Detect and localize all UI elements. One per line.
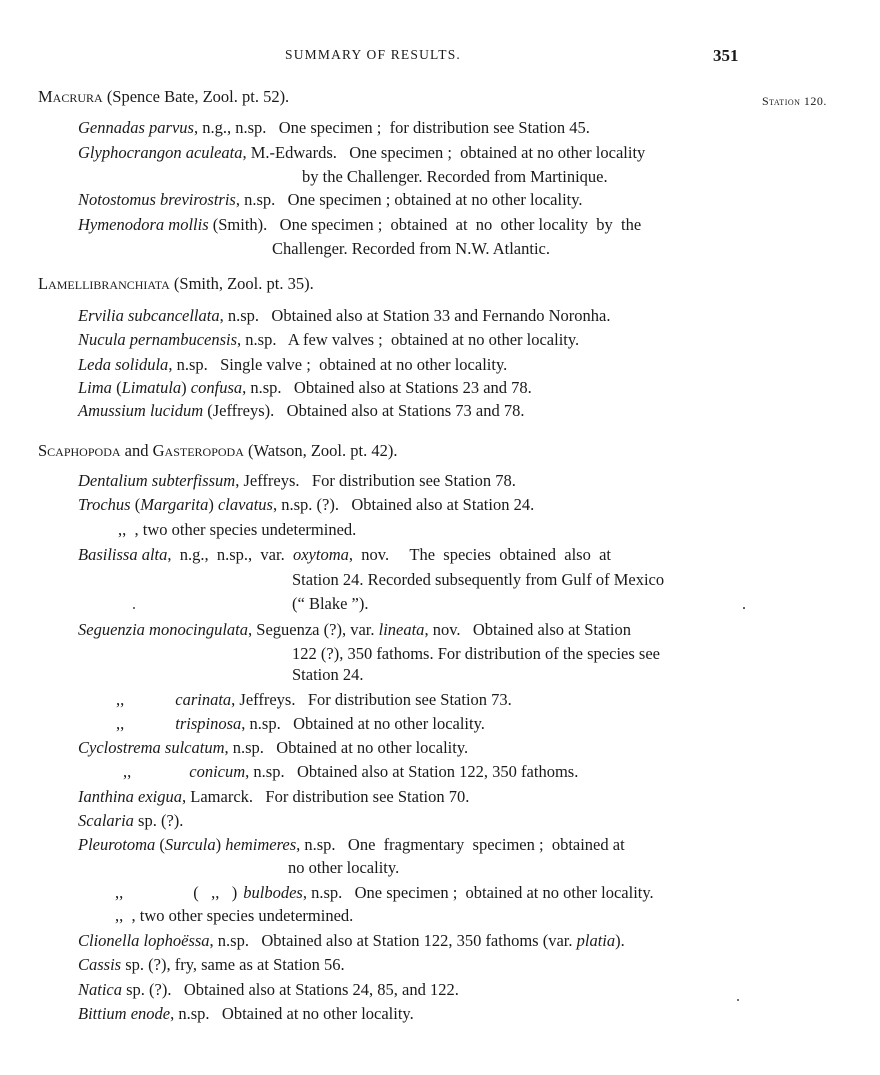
entry-continuation bbox=[302, 169, 608, 186]
entry-description: , Jeffreys. For distribution see Station 78. bbox=[235, 471, 516, 490]
entry-description: , n.sp. Obtained also at Station 122, 350 fathoms (var. bbox=[209, 931, 577, 950]
subgenus-open: ( bbox=[155, 835, 165, 854]
species-entry bbox=[78, 332, 579, 349]
entry-description: , n.sp. Single valve ; obtained at no other locality. bbox=[168, 355, 508, 374]
entry-text: no other locality. bbox=[288, 858, 400, 877]
ditto-mark: ,, bbox=[123, 762, 132, 781]
entry-description: , n.sp. Obtained at no other locality. bbox=[170, 1004, 414, 1023]
entry-description: sp. (?), fry, same as at Station 56. bbox=[121, 955, 345, 974]
taxon-name: Natica bbox=[78, 980, 122, 999]
taxon-name: Bittium enode bbox=[78, 1004, 171, 1023]
print-speck bbox=[133, 607, 135, 609]
running-title: SUMMARY OF RESULTS. bbox=[285, 47, 461, 62]
ditto-mark: ,, bbox=[116, 714, 125, 733]
species-entry bbox=[118, 522, 356, 539]
entry-description: , n.sp. One specimen ; obtained at no other locality. bbox=[302, 883, 654, 902]
entry-description-end: , nov. The species obtained also at bbox=[348, 545, 611, 564]
entry-description: , Jeffreys. For distribution see Station 73. bbox=[231, 690, 512, 709]
entry-description: , Lamarck. For distribution see Station 70. bbox=[182, 787, 470, 806]
entry-description-end: ). bbox=[615, 931, 625, 950]
taxon-name: Amussium lucidum bbox=[78, 401, 204, 420]
page-number: 351 bbox=[713, 46, 739, 65]
species-entry bbox=[78, 982, 459, 999]
taxon-name: Scalaria bbox=[78, 811, 134, 830]
entry-continuation bbox=[292, 572, 664, 589]
taxon-name: Leda solidula bbox=[78, 355, 169, 374]
entry-description: , n.sp. One fragmentary specimen ; obtained at bbox=[296, 835, 625, 854]
species-name: clavatus bbox=[217, 495, 273, 514]
entry-description: , n.g., n.sp. One specimen ; for distribution see Station 45. bbox=[193, 118, 590, 137]
entry-description: , two other species undetermined. bbox=[123, 906, 354, 925]
species-entry bbox=[78, 473, 516, 490]
entry-continuation bbox=[292, 596, 369, 613]
taxon-name: conicum bbox=[189, 762, 246, 781]
ditto-mark: ,, bbox=[116, 690, 125, 709]
species-entry bbox=[78, 957, 345, 974]
taxon-name: Lima bbox=[78, 378, 112, 397]
variety-name: platia bbox=[576, 931, 616, 950]
subgenus-close: ) bbox=[215, 835, 226, 854]
species-entry bbox=[78, 308, 611, 325]
entry-description: , two other species undetermined. bbox=[126, 520, 357, 539]
taxon-name: Cassis bbox=[78, 955, 122, 974]
taxon-name: Cyclostrema sulcatum bbox=[78, 738, 225, 757]
species-name: hemimeres bbox=[225, 835, 297, 854]
ditto-parenthesis: ( ,, ) bbox=[193, 883, 238, 902]
entry-description-end: , nov. Obtained also at Station bbox=[424, 620, 631, 639]
species-entry bbox=[78, 933, 625, 950]
species-entry bbox=[78, 403, 525, 420]
subgenus-open: ( bbox=[111, 378, 122, 397]
taxon-name: Ianthina exigua bbox=[78, 787, 183, 806]
entry-description: (Jeffreys). Obtained also at Stations 73 and 78. bbox=[203, 401, 525, 420]
entry-description: , n.sp. (?). Obtained also at Station 24. bbox=[272, 495, 535, 514]
species-entry bbox=[78, 380, 532, 397]
species-entry bbox=[78, 217, 641, 234]
group-name: Lamellibranchiata bbox=[38, 274, 170, 293]
subgenus-name: Margarita bbox=[140, 495, 209, 514]
subgenus-name: Limatula bbox=[121, 378, 182, 397]
species-entry bbox=[116, 716, 485, 733]
heading-authority: (Spence Bate, Zool. pt. 52). bbox=[102, 87, 290, 106]
entry-description: , n.sp. Obtained also at Station 122, 350 fathoms. bbox=[245, 762, 579, 781]
ditto-mark: ,, bbox=[115, 883, 124, 902]
group-name: Scaphopoda bbox=[38, 441, 121, 460]
entry-description: (Smith). One specimen ; obtained at no other locality by the bbox=[208, 215, 642, 234]
species-entry bbox=[78, 497, 534, 514]
section-heading bbox=[38, 276, 314, 293]
taxon-name: Notostomus brevirostris bbox=[78, 190, 236, 209]
species-entry bbox=[78, 740, 468, 757]
species-entry bbox=[78, 547, 611, 564]
entry-description: , n.sp. One specimen ; obtained at no other locality. bbox=[235, 190, 583, 209]
taxon-name: Dentalium subterfissum bbox=[78, 471, 236, 490]
entry-description: , n.sp. A few valves ; obtained at no other locality. bbox=[237, 330, 580, 349]
entry-description: , Seguenza (?), var. bbox=[248, 620, 379, 639]
variety-name: lineata bbox=[378, 620, 425, 639]
taxon-name: Seguenzia monocingulata bbox=[78, 620, 249, 639]
variety-name: oxytoma bbox=[292, 545, 349, 564]
station-margin-note: Station 120. bbox=[762, 94, 827, 108]
entry-text: (“ Blake ”). bbox=[292, 594, 369, 613]
entry-description: sp. (?). Obtained also at Stations 24, 85, and 122. bbox=[122, 980, 459, 999]
print-speck bbox=[743, 607, 745, 609]
species-entry bbox=[116, 692, 512, 709]
entry-description: , M.-Edwards. One specimen ; obtained at no other locality bbox=[242, 143, 646, 162]
species-entry bbox=[78, 192, 583, 209]
subgenus-close: ) bbox=[181, 378, 191, 397]
entry-continuation bbox=[292, 667, 364, 684]
entry-description: sp. (?). bbox=[133, 811, 184, 830]
subgenus-name: Surcula bbox=[164, 835, 216, 854]
section-heading bbox=[38, 443, 397, 460]
taxon-name: Gennadas parvus bbox=[78, 118, 194, 137]
entry-text: Station 24. bbox=[292, 665, 364, 684]
ditto-mark: ,, bbox=[118, 520, 127, 539]
species-entry bbox=[115, 908, 353, 925]
species-entry bbox=[78, 145, 645, 162]
taxon-name: Trochus bbox=[78, 495, 131, 514]
heading-authority: (Smith, Zool. pt. 35). bbox=[169, 274, 314, 293]
entry-continuation bbox=[272, 241, 550, 258]
taxon-name: Pleurotoma bbox=[78, 835, 156, 854]
taxon-name: Hymenodora mollis bbox=[78, 215, 209, 234]
section-heading bbox=[38, 89, 289, 106]
species-entry bbox=[78, 1006, 414, 1023]
species-entry bbox=[78, 813, 183, 830]
taxon-name: Basilissa alta bbox=[78, 545, 168, 564]
print-speck bbox=[737, 999, 739, 1001]
species-entry bbox=[115, 885, 654, 902]
taxon-name: Ervilia subcancellata bbox=[78, 306, 220, 325]
species-entry bbox=[78, 622, 631, 639]
taxon-name: Nucula pernambucensis bbox=[78, 330, 238, 349]
entry-description: , n.sp. Obtained also at Station 33 and Fernando Noronha. bbox=[219, 306, 611, 325]
entry-description: , n.g., n.sp., var. bbox=[167, 545, 293, 564]
heading-joiner: and bbox=[120, 441, 153, 460]
taxon-name: Glyphocrangon aculeata bbox=[78, 143, 243, 162]
taxon-name: bulbodes bbox=[243, 883, 303, 902]
taxon-name: trispinosa bbox=[175, 714, 242, 733]
entry-text: 122 (?), 350 fathoms. For distribution of the species see bbox=[292, 644, 660, 663]
entry-text: Challenger. Recorded from N.W. Atlantic. bbox=[272, 239, 550, 258]
subgenus-close: ) bbox=[208, 495, 218, 514]
subgenus-open: ( bbox=[130, 495, 141, 514]
species-entry bbox=[78, 789, 469, 806]
ditto-mark: ,, bbox=[115, 906, 124, 925]
taxon-name: Clionella lophoëssa bbox=[78, 931, 210, 950]
species-entry bbox=[78, 837, 625, 854]
taxon-name: carinata bbox=[175, 690, 232, 709]
entry-text: by the Challenger. Recorded from Martinique. bbox=[302, 167, 608, 186]
species-name: confusa bbox=[190, 378, 243, 397]
species-entry bbox=[123, 764, 578, 781]
entry-description: , n.sp. Obtained also at Stations 23 and 78. bbox=[242, 378, 532, 397]
entry-continuation bbox=[292, 646, 660, 663]
group-name: Macrura bbox=[38, 87, 103, 106]
species-entry bbox=[78, 357, 507, 374]
species-entry bbox=[78, 120, 590, 137]
entry-description: , n.sp. Obtained at no other locality. bbox=[224, 738, 469, 757]
entry-continuation bbox=[288, 860, 399, 877]
entry-text: Station 24. Recorded subsequently from Gulf of Mexico bbox=[292, 570, 665, 589]
entry-description: , n.sp. Obtained at no other locality. bbox=[241, 714, 485, 733]
group-name-2: Gasteropoda bbox=[152, 441, 244, 460]
heading-authority: (Watson, Zool. pt. 42). bbox=[243, 441, 398, 460]
